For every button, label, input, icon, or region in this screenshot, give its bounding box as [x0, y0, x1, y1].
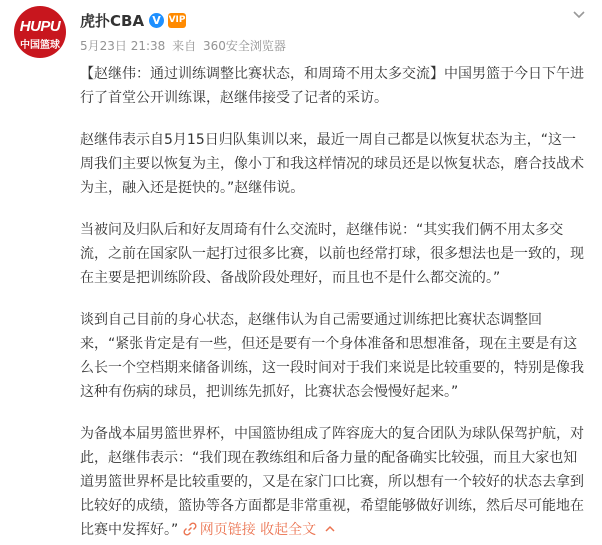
chevron-up-icon	[323, 522, 337, 536]
post-paragraph: 当被问及归队后和好友周琦有什么交流时，赵继伟说：“其实我们俩不用太多交流，之前在国家队一起打过很多比赛，以前也经常打球，很多想法也是一致的，现在主要是把训练阶段、备战阶段处理好，而且也不是什么都交流的。”	[80, 222, 584, 286]
verified-icon: V	[149, 13, 164, 28]
web-link[interactable]	[183, 522, 260, 538]
post-paragraph: 赵继伟表示自5月15日归队集训以来，最近一周自己都是以恢复状态为主，“这一周我们主要以恢复为主，像小丁和我这样情况的球员还是以恢复状态，磨合技战术为主，融入还是挺快的。”赵继伟说。	[80, 132, 584, 196]
post-header	[0, 0, 602, 62]
post-date[interactable]: 5月23日 21:38	[80, 39, 166, 53]
post-content	[80, 62, 585, 542]
source-prefix: 来自	[172, 39, 197, 53]
post-meta	[80, 37, 289, 54]
post-paragraph-final	[80, 422, 585, 542]
collapse-label: 收起全文	[260, 522, 317, 538]
post-paragraph: 谈到自己目前的身心状态，赵继伟认为自己需要通过训练把比赛状态调整回来，“紧张肯定是有一些，但还是要有一个身体准备和思想准备，现在主要是有这么长一个空档期来储备训练，这一段时间对于我们来说是比较重要的，特别是像我这种有伤病的球员，把训练先抓好，比赛状态会慢慢好起来。”	[80, 312, 584, 400]
post-paragraph-text: 为备战本届男篮世界杯，中国篮协组成了阵容庞大的复合团队为球队保驾护航，对此，赵继伟表示：“我们现在教练组和后备力量的配备确实比较强，而且大家也知道男篮世界杯是比较重要的，又是在家门口比赛，所以想有一个较好的状态去拿到比较好的成绩，篮协等各方面都是非常重视，希望能够做好训练，然后尽可能地在比赛中发挥好。”	[80, 426, 584, 538]
avatar-brand-bottom: 中国篮球	[20, 40, 60, 51]
chevron-down-icon[interactable]	[572, 8, 586, 22]
avatar[interactable]	[14, 6, 66, 58]
link-icon	[183, 522, 197, 536]
vip-icon: VIP	[168, 13, 186, 28]
source-name: 360安全浏览器	[202, 39, 286, 53]
collapse-link[interactable]	[260, 522, 336, 538]
avatar-brand-top: HUPU	[19, 18, 61, 35]
post-paragraph: 【赵继伟：通过训练调整比赛状态，和周琦不用太多交流】中国男篮于今日下午进行了首堂公开训练课，赵继伟接受了记者的采访。	[80, 66, 584, 106]
name-row	[80, 10, 186, 30]
web-link-label: 网页链接	[199, 522, 256, 538]
user-name[interactable]: 虎扑CBA	[80, 11, 145, 30]
